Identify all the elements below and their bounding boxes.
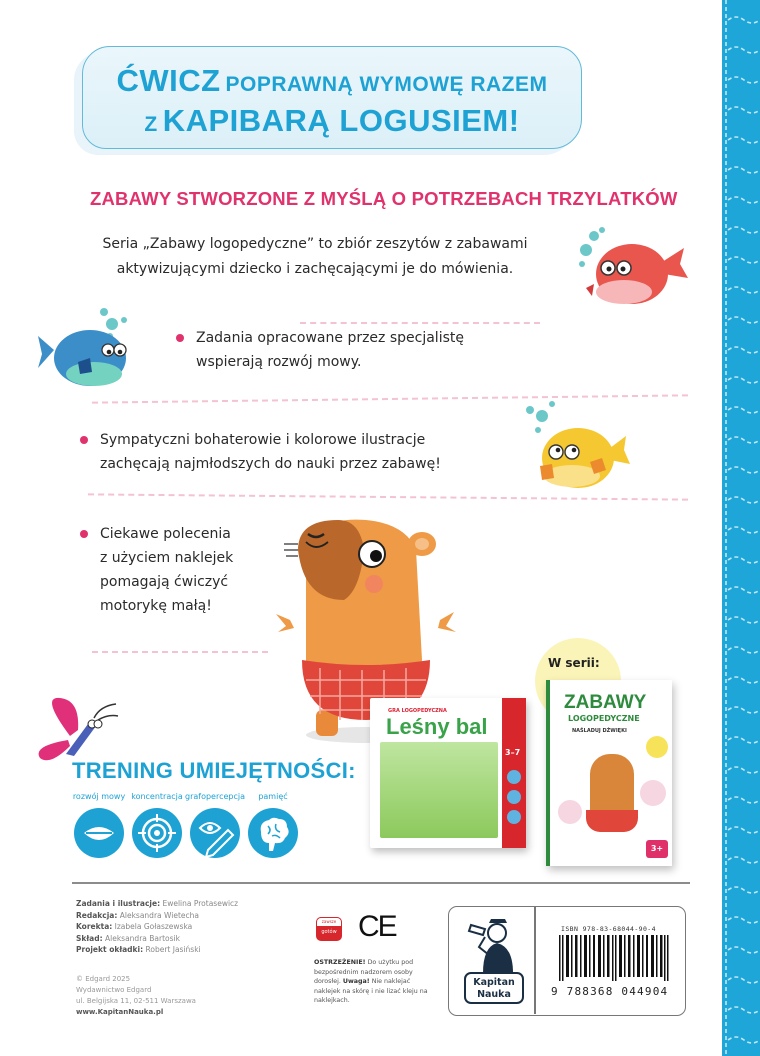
cover-spine [722, 0, 760, 1056]
skill-label: grafopercepcja [184, 792, 245, 801]
skill-label: koncentracja [131, 792, 183, 801]
isbn-text: ISBN 978-83-68044-90-4 [561, 925, 656, 933]
skill-badge-graphoperception [184, 792, 246, 862]
publisher-website-link[interactable]: www.KapitanNauka.pl [76, 1008, 164, 1016]
game-kicker: GRA LOGOPEDYCZNA [388, 708, 447, 714]
bullet-text: z użyciem naklejek [100, 550, 234, 566]
skills-heading: TRENING UMIEJĘTNOŚCI: [72, 758, 356, 783]
headline-text: Z [144, 113, 158, 136]
publisher-name: Wydawnictwo Edgard [76, 986, 152, 994]
credit-line: Zadania i ilustracje: Ewelina Protasewicz [76, 899, 239, 908]
game-age-label: 3–7 [505, 748, 521, 757]
book-title: ZABAWY [564, 692, 647, 713]
publisher-address: ul. Belgijska 11, 02-511 Warszawa [76, 997, 196, 1005]
book-subtitle: LOGOPEDYCZNE [568, 714, 640, 723]
skill-badge-concentration [126, 792, 188, 862]
intro-paragraph [80, 232, 550, 282]
skill-badge-speech [68, 792, 130, 862]
product-lesny-bal-game [370, 698, 526, 848]
lips-icon [74, 808, 124, 858]
headline-line-2 [83, 103, 581, 139]
credit-line: Skład: Aleksandra Bartosik [76, 933, 180, 943]
book-sticker [646, 736, 668, 758]
ean-number: 9 788368 044904 [551, 985, 669, 998]
panel-divider [534, 907, 536, 1014]
ce-mark-icon: CE [358, 910, 396, 943]
bullet-text: pomagają ćwiczyć [100, 574, 229, 590]
bullet-text: Sympatyczni bohaterowie i kolorowe ilustracje [100, 432, 426, 448]
bullet-dot-icon [80, 530, 88, 538]
kapitan-nauka-logo: Kapitan Nauka [464, 972, 524, 1004]
dashed-divider [300, 322, 540, 324]
butterfly-illustration [36, 696, 126, 766]
intro-line: Seria „Zabawy logopedyczne” to zbiór zeszytów z zabawami [102, 236, 528, 252]
blue-pufferfish-illustration [34, 302, 144, 392]
barcode-panel [448, 906, 686, 1016]
wavy-stitch-pattern [722, 0, 760, 1056]
credit-line: Korekta: Izabela Gołaszewska [76, 922, 193, 931]
skill-label: pamięć [258, 792, 288, 801]
game-title: Leśny bal [386, 714, 488, 739]
series-label: W serii: [548, 656, 600, 670]
product-zabawy-logopedyczne-book [546, 680, 672, 866]
headline-word-cwicz: ĆWICZ [116, 63, 221, 98]
red-pufferfish-illustration [572, 222, 692, 312]
credit-line: Projekt okładki: Robert Jasiński [76, 945, 201, 954]
feature-bullet-2 [100, 428, 441, 476]
headline-word-kapibara: KAPIBARĄ LOGUSIEM! [162, 103, 520, 138]
game-side-band [502, 698, 526, 848]
bullet-dot-icon [176, 334, 184, 342]
kapitan-nauka-captain-icon [467, 915, 523, 973]
bullet-text: wspierają rozwój mowy. [196, 354, 362, 370]
bullet-text: Ciekawe polecenia [100, 526, 231, 542]
barcode-icon [559, 935, 669, 981]
bullet-text: zachęcają najmłodszych do nauki przez zabawę! [100, 456, 441, 472]
dashed-divider [92, 651, 268, 653]
copyright-text: © Edgard 2025 [76, 975, 131, 983]
headline-box [82, 46, 582, 149]
bullet-dot-icon [80, 436, 88, 444]
feature-bullet-3 [100, 522, 233, 618]
book-capybara-shorts [586, 810, 638, 832]
skill-badge-memory [242, 792, 304, 862]
brain-icon [248, 808, 298, 858]
feature-bullet-1 [196, 326, 464, 374]
publisher-block [76, 974, 196, 1018]
eye-pencil-icon [190, 808, 240, 858]
game-illustration [380, 742, 498, 838]
target-icon [132, 808, 182, 858]
section-subtitle: ZABAWY STWORZONE Z MYŚLĄ O POTRZEBACH TRZYLATKÓW [90, 188, 678, 209]
bullet-text: motorykę małą! [100, 598, 212, 614]
headline-line-1 [83, 63, 581, 99]
age-warning-icon: zawsze gotów [316, 917, 342, 941]
headline-text: POPRAWNĄ WYMOWĘ RAZEM [225, 73, 548, 96]
credit-line: Redakcja: Aleksandra Wietecha [76, 910, 199, 920]
credits-block [76, 898, 238, 956]
intro-line: aktywizującymi dziecko i zachęcającymi je do mówienia. [116, 261, 514, 277]
book-age-badge: 3+ [646, 840, 668, 858]
yellow-pufferfish-illustration [520, 396, 630, 496]
skill-label: rozwój mowy [72, 792, 126, 801]
book-topic: NAŚLADUJ DŹWIĘKI [572, 728, 627, 734]
safety-warning: OSTRZEŻENIE! Do użytku pod bezpośrednim nadzorem osoby dorosłej. Uwaga! Nie naklejać naklejek na skórę i nie lizać kleju na naklejkach. [314, 959, 428, 1004]
horizontal-rule [72, 882, 690, 884]
bullet-text: Zadania opracowane przez specjalistę [196, 330, 464, 346]
